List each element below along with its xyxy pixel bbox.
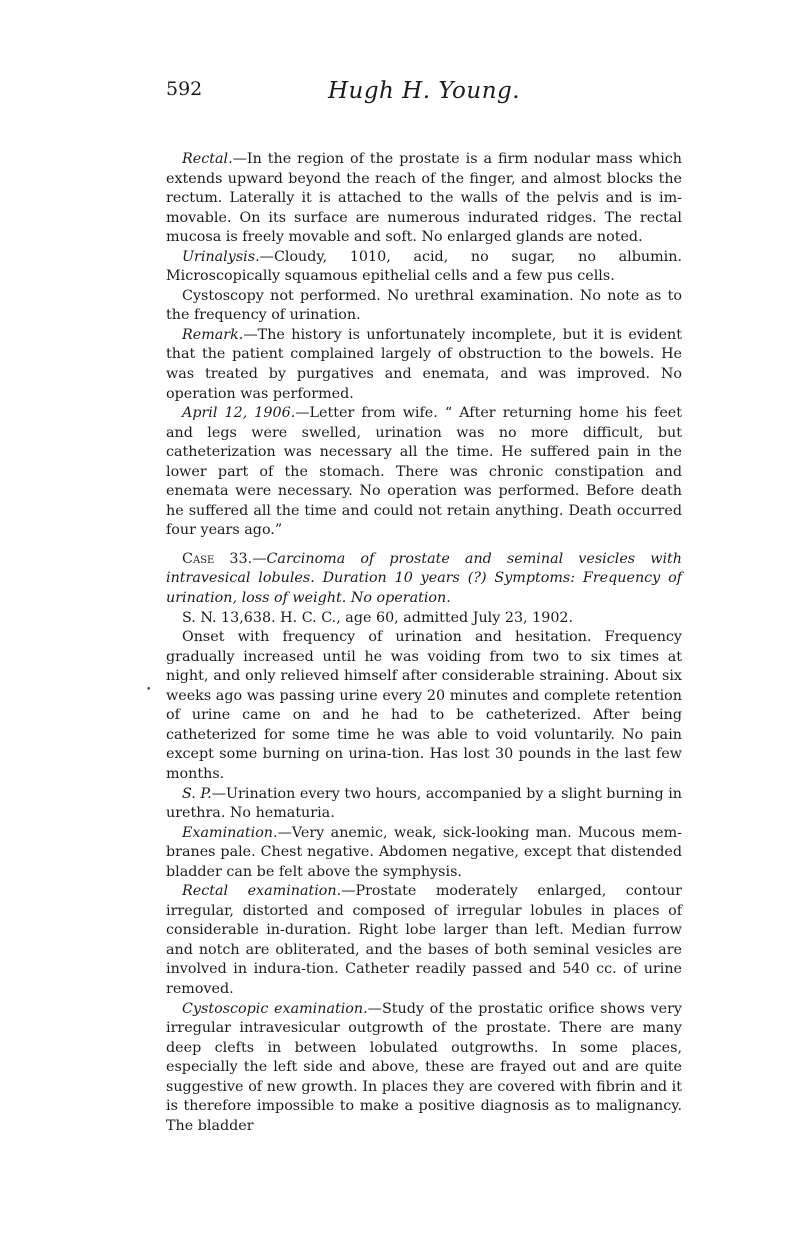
paragraph-rectal (166, 150, 682, 248)
paragraph-examination (166, 824, 682, 883)
paragraph-text: —In the region of the prostate is a firm nodular mass which extends upward beyond the reach of the finger, and almost blocks the rectum. Laterally it is attached to the walls of the pelvis and is im-movable. On its surface are numerous indurated ridges. The rectal mucosa is freely movable and soft. No enlarged glands are noted. (166, 151, 682, 246)
paragraph-text: —Letter from wife. “ After returning home his feet and legs were swelled, urination was no more difficult, but catheterization was necessary all the time. He suffered pain in the lower part of the stomach. There was chronic constipation and enemata were necessary. No operation was performed. Before death he suffered all the time and could not retain anything. Death occurred four years ago.” (166, 405, 682, 539)
page-header (166, 78, 682, 112)
running-head: Hugh H. Young. (327, 78, 521, 104)
paragraph-remark (166, 326, 682, 404)
paragraph-text: —The history is unfortunately incomplete, but it is evident that the patient complained largely of obstruction to the bowels. He was treated by purgatives and enemata, and was improved. No operation was performed. (166, 326, 682, 402)
paragraph-text: —Prostate moderately enlarged, contour irregular, distorted and composed of irregular lobules in places of considerable in-duration. Right lobe larger than left. Median furrow and notch are obliterated, and the bases of both seminal vesicles are involved in indura-tion. Catheter readily passed and 540 cc. of urine removed. (166, 883, 682, 997)
paragraph-cystoscopic-examination (166, 1000, 682, 1137)
case-label: Case 33. (182, 550, 253, 567)
paragraph-text: Onset with frequency of urination and hesitation. Frequency gradually increased until he was voiding from two to six times at night, and only relieved himself after considerable straining. About six weeks ago was passing urine every 20 minutes and complete retention of urine came on and he had to be catheterized. After being catheterized for some time he was able to void voluntarily. No pain except some burning on urina-tion. Has lost 30 pounds in the last few months. (166, 629, 682, 782)
paragraph-lead: Remark. (182, 326, 244, 343)
body-text (166, 150, 682, 1136)
paragraph-text: Cystoscopy not performed. No urethral examination. No note as to the frequency of urination. (166, 287, 682, 324)
case-title: —Carcinoma of prostate and seminal vesicles with intravesical lobules. Duration 10 years (?) Symptoms: Frequency of urination, loss of weight. No operation. (166, 550, 683, 607)
margin-mark: • (146, 685, 152, 695)
paragraph-lead: April 12, 1906. (182, 405, 296, 422)
paragraph-rectal-examination (166, 882, 682, 999)
paragraph-case-id (166, 609, 682, 629)
paragraph-lead: Rectal examination. (182, 883, 342, 900)
paragraph-cystoscopy (166, 287, 682, 326)
paragraph-lead: S. P. (182, 785, 212, 802)
paragraph-text: —Urination every two hours, accompanied by a slight burning in urethra. No hematuria. (166, 785, 683, 822)
paragraph-text: —Very anemic, weak, sick-looking man. Mucous mem-branes pale. Chest negative. Abdomen negative, except that distended bladder can be felt above the symphysis. (166, 824, 682, 880)
paragraph-urinalysis (166, 248, 682, 287)
paragraph-lead: Rectal. (182, 151, 233, 167)
paragraph-text: —Study of the prostatic orifice shows very irregular intravesicular outgrowth of the prostate. There are many deep clefts in between lobulated outgrowths. In some places, especially the left side and above, these are frayed out and are quite suggestive of new growth. In places they are covered with fibrin and it is therefore impossible to make a positive diagnosis as to malignancy. The bladder (166, 1000, 682, 1134)
paragraph-text: S. N. 13,638. H. C. C., age 60, admitted July 23, 1902. (182, 609, 574, 626)
case-heading (166, 550, 682, 609)
page-number: 592 (166, 78, 203, 100)
paragraph-letter (166, 404, 682, 541)
paragraph-onset (166, 628, 682, 784)
paragraph-sp (166, 785, 682, 824)
paragraph-text: —Cloudy, 1010, acid, no sugar, no albumin. Microscopically squamous epithelial cells and a few pus cells. (166, 248, 682, 285)
paragraph-lead: Examination. (182, 824, 278, 841)
paragraph-lead: Urinalysis. (182, 248, 260, 265)
paragraph-lead: Cystoscopic examination. (182, 1000, 368, 1017)
